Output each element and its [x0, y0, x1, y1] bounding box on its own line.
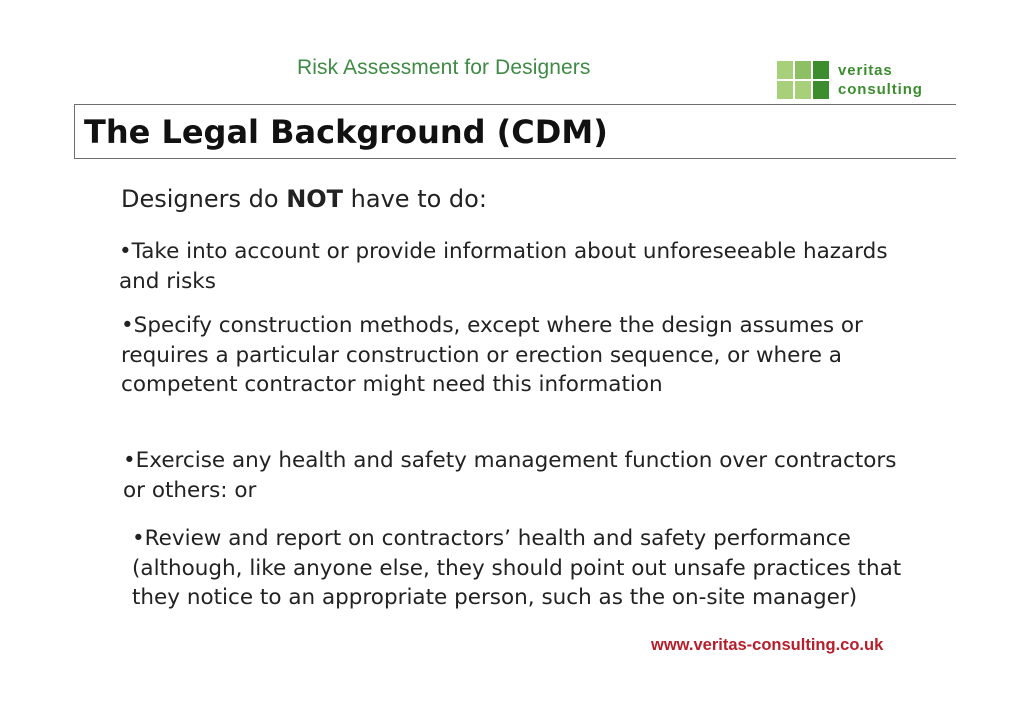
logo-cell: [777, 81, 793, 99]
bullet-management-function: •Exercise any health and safety management function over contractors or others: or: [123, 448, 897, 503]
bullet-review-report: •Review and report on contractors’ health and safety performance (although, like anyone else, they should point out unsafe practices that they notice to an appropriate person, such as the on-site manager): [132, 526, 902, 610]
slide-title: The Legal Background (CDM): [84, 113, 608, 151]
company-logo: [777, 61, 939, 105]
logo-cell: [813, 81, 829, 99]
logo-cell: [795, 81, 811, 99]
logo-cell: [777, 61, 793, 79]
intro-emphasis: NOT: [286, 185, 344, 213]
bullet-construction-methods: •Specify construction methods, except where the design assumes or requires a particular construction or erection sequence, or where a competent contractor might need this information: [121, 313, 863, 397]
logo-grid-icon: [777, 61, 831, 101]
intro-line: [121, 181, 487, 217]
header-subtitle: Risk Assessment for Designers: [297, 56, 591, 79]
logo-line-1: veritas: [838, 62, 893, 79]
logo-cell: [795, 61, 811, 79]
intro-suffix: have to do:: [343, 185, 487, 213]
logo-text: [838, 61, 923, 99]
footer-website-link[interactable]: www.veritas-consulting.co.uk: [651, 636, 884, 654]
logo-line-2: consulting: [838, 81, 923, 98]
logo-cell: [813, 61, 829, 79]
intro-prefix: Designers do: [121, 185, 287, 213]
bullet-unforeseeable-hazards: •Take into account or provide information about unforeseeable hazards and risks: [119, 239, 888, 294]
